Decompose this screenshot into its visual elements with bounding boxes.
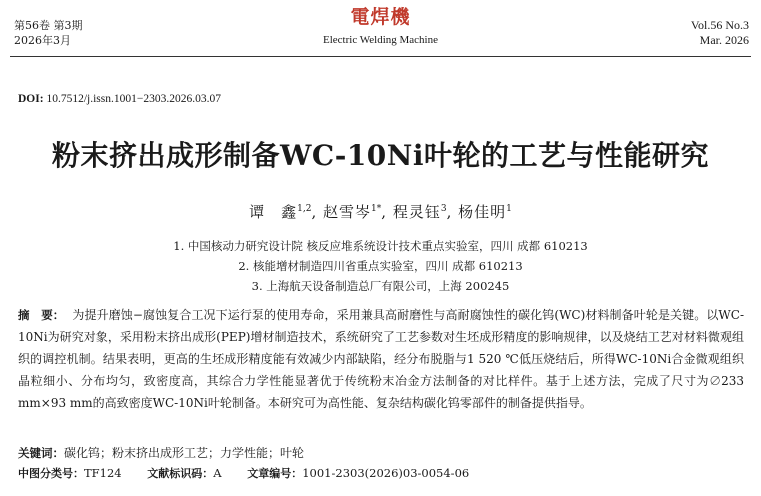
clc-label: 中图分类号： (18, 467, 84, 480)
affiliation-3: 3. 上海航天设备制造总厂有限公司，上海 200245 (251, 279, 510, 293)
author-affiliation-mark: 1,2 (297, 204, 312, 214)
author-name: 赵雪岑 (323, 203, 372, 221)
author-separator: , (311, 203, 318, 221)
abstract (18, 304, 744, 414)
header-rule (10, 56, 751, 57)
document-code-value: A (213, 466, 222, 480)
abstract-text: 为提升磨蚀−腐蚀复合工况下运行泵的使用寿命，采用兼具高耐磨性与高耐腐蚀性的碳化钨(WC)材料制备叶轮是关键。以WC-10Ni为研究对象，采用粉末挤出成形(PEP)增材制造技术，系统研究了工艺参数对生坯成形精度的影响规律，以及烧结工艺对材料微观组织的调控机制。结果表明，更高的生坯成形精度能有效减少内部缺陷，经分布脱脂与1 520 ℃低压烧结后，所得WC-10Ni合金微观组织晶粒细小、分布均匀，致密度高，其综合力学性能显著优于传统粉末冶金方法制备的对比样件。基于上述方法，完成了尺寸为∅233 mm×93 mm的高致密度WC-10Ni叶轮制备。本研究可为高性能、复杂结构碳化钨零部件的制备提供指导。 (18, 308, 745, 410)
author-name: 杨佳明 (458, 203, 507, 221)
author-list (0, 201, 761, 222)
journal-name-en: Electric Welding Machine (323, 34, 438, 46)
journal-logo: 電焊機 (350, 6, 411, 28)
clc-value: TF124 (84, 466, 122, 480)
author-affiliation-mark: 3 (440, 204, 447, 214)
keywords-text: 碳化钨；粉末挤出成形工艺；力学性能；叶轮 (64, 446, 305, 460)
author-name: 程灵钰 (392, 203, 441, 221)
article-metadata (18, 465, 758, 481)
affiliation-2: 2. 核能增材制造四川省重点实验室，四川 成都 610213 (238, 259, 523, 273)
keywords (18, 444, 304, 461)
doi-label: DOI: (18, 93, 44, 105)
article-number (247, 465, 469, 481)
affiliation-1: 1. 中国核动力研究设计院 核反应堆系统设计技术重点实验室，四川 成都 610213 (173, 239, 588, 253)
document-code-label: 文献标识码： (147, 467, 214, 480)
author-affiliation-mark: 1 (506, 204, 512, 214)
author-affiliation-mark: 1* (371, 204, 382, 214)
header-right (691, 18, 749, 48)
volume-issue-en: Vol.56 No.3 (690, 18, 749, 32)
article-number-label: 文章编号： (247, 467, 303, 480)
paper-title: 粉末挤出成形制备WC-10Ni叶轮的工艺与性能研究 (51, 139, 710, 172)
volume-issue-cn: 第56卷 第3期 (14, 19, 83, 32)
header-center (0, 6, 761, 46)
journal-header (0, 0, 761, 56)
author-separator: , (446, 203, 453, 221)
abstract-label: 摘 要： (18, 308, 65, 322)
date-cn: 2026年3月 (14, 34, 71, 47)
document-code (147, 465, 221, 481)
doi-line[interactable] (18, 93, 221, 105)
author-separator: , (381, 203, 388, 221)
clc-number (18, 465, 122, 481)
keywords-label: 关键词： (18, 446, 64, 460)
doi-value[interactable]: 10.7512/j.issn.1001−2303.2026.03.07 (46, 93, 221, 105)
author-name: 谭 鑫 (249, 203, 298, 221)
article-number-value: 1001-2303(2026)03-0054-06 (302, 466, 470, 480)
date-en: Mar. 2026 (699, 33, 749, 47)
